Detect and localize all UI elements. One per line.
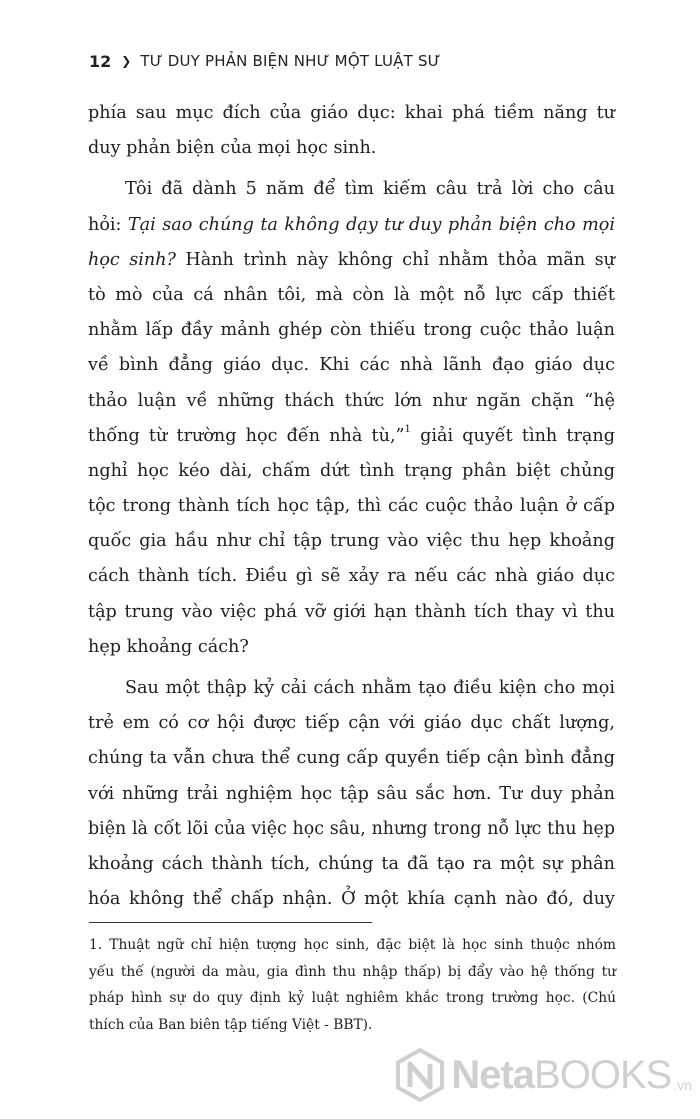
watermark-brand: NetaBOOKS xyxy=(451,1052,672,1097)
footnote xyxy=(89,932,616,1038)
netabooks-logo-icon xyxy=(395,1047,445,1103)
footnote-line: yếu thế (người da màu, gia đình thu nhập thấp) bị đẩy vào hệ thống tư xyxy=(89,963,616,980)
text-line: nghỉ học kéo dài, chấm dứt tình trạng phân biệt chủng xyxy=(88,460,615,481)
text-line: với những trải nghiệm học tập sâu sắc hơn. Tư duy phản xyxy=(88,783,615,804)
text-line: Sau một thập kỷ cải cách nhằm tạo điều kiện cho mọi xyxy=(125,678,615,698)
footnote-divider xyxy=(89,922,372,923)
running-title: TƯ DUY PHẢN BIỆN NHƯ MỘT LUẬT SƯ xyxy=(140,52,441,70)
text-line: tộc trong thành tích học tập, thì các cuộc thảo luận ở cấp xyxy=(88,496,615,517)
text-line: quốc gia hầu như chỉ tập trung vào việc thu hẹp khoảng xyxy=(88,531,615,552)
text-line: duy phản biện của mọi học sinh. xyxy=(88,138,377,159)
italic-question: Tại sao chúng ta không dạy tư duy phản biện cho mọi xyxy=(127,214,615,235)
text-line: học sinh? Hành trình này không chỉ nhằm thỏa mãn sự xyxy=(88,249,616,270)
footnote-line: pháp hình sự do quy định kỷ luật nghiêm khắc trong trường học. (Chú xyxy=(89,990,616,1006)
text-line: trẻ em có cơ hội được tiếp cận với giáo dục chất lượng, xyxy=(88,713,615,734)
text-line: cách thành tích. Điều gì sẽ xảy ra nếu các nhà giáo dục xyxy=(88,566,615,587)
watermark-domain: .vn xyxy=(673,1077,692,1093)
text-line: hóa không thể chấp nhận. Ở một khía cạnh nào đó, duy xyxy=(88,889,615,910)
text-line: hỏi: Tại sao chúng ta không dạy tư duy phản biện cho mọi xyxy=(88,214,615,235)
text-line: biện là cốt lõi của việc học sâu, nhưng trong nỗ lực thu hẹp xyxy=(88,818,615,839)
text-line: về bình đẳng giáo dục. Khi các nhà lãnh đạo giáo dục xyxy=(88,355,615,376)
chevron-right-icon: ❯ xyxy=(121,54,132,68)
watermark xyxy=(395,1045,692,1105)
text-line: thảo luận về những thách thức lớn như ngăn chặn “hệ xyxy=(88,390,615,411)
body-text xyxy=(88,96,615,917)
text-line: thống từ trường học đến nhà tù,”$^1$ giải quyết tình trạng xyxy=(88,423,615,446)
italic-question: học sinh? xyxy=(88,249,176,270)
text-line: khoảng cách thành tích, chúng ta đã tạo ra một sự phân xyxy=(88,853,615,874)
text-line: hẹp khoảng cách? xyxy=(88,636,249,657)
running-header xyxy=(89,50,441,72)
footnote-line: thích của Ban biên tập tiếng Việt - BBT). xyxy=(89,1016,373,1033)
text-line: tập trung vào việc phá vỡ giới hạn thành tích thay vì thu xyxy=(88,601,615,622)
text-line: nhằm lấp đầy mảnh ghép còn thiếu trong cuộc thảo luận xyxy=(88,320,615,341)
footnote-line: 1. Thuật ngữ chỉ hiện tượng học sinh, đặc biệt là học sinh thuộc nhóm xyxy=(89,937,616,953)
text-line: chúng ta vẫn chưa thể cung cấp quyền tiếp cận bình đẳng xyxy=(88,748,615,769)
text-line: phía sau mục đích của giáo dục: khai phá tiềm năng tư xyxy=(88,103,615,123)
text-line: Tôi đã dành 5 năm để tìm kiếm câu trả lời cho câu xyxy=(125,179,615,200)
text-line: tò mò của cá nhân tôi, mà còn là một nỗ lực cấp thiết xyxy=(88,284,615,305)
footnote-marker: 1 xyxy=(404,423,411,435)
page-number: 12 xyxy=(89,51,112,71)
